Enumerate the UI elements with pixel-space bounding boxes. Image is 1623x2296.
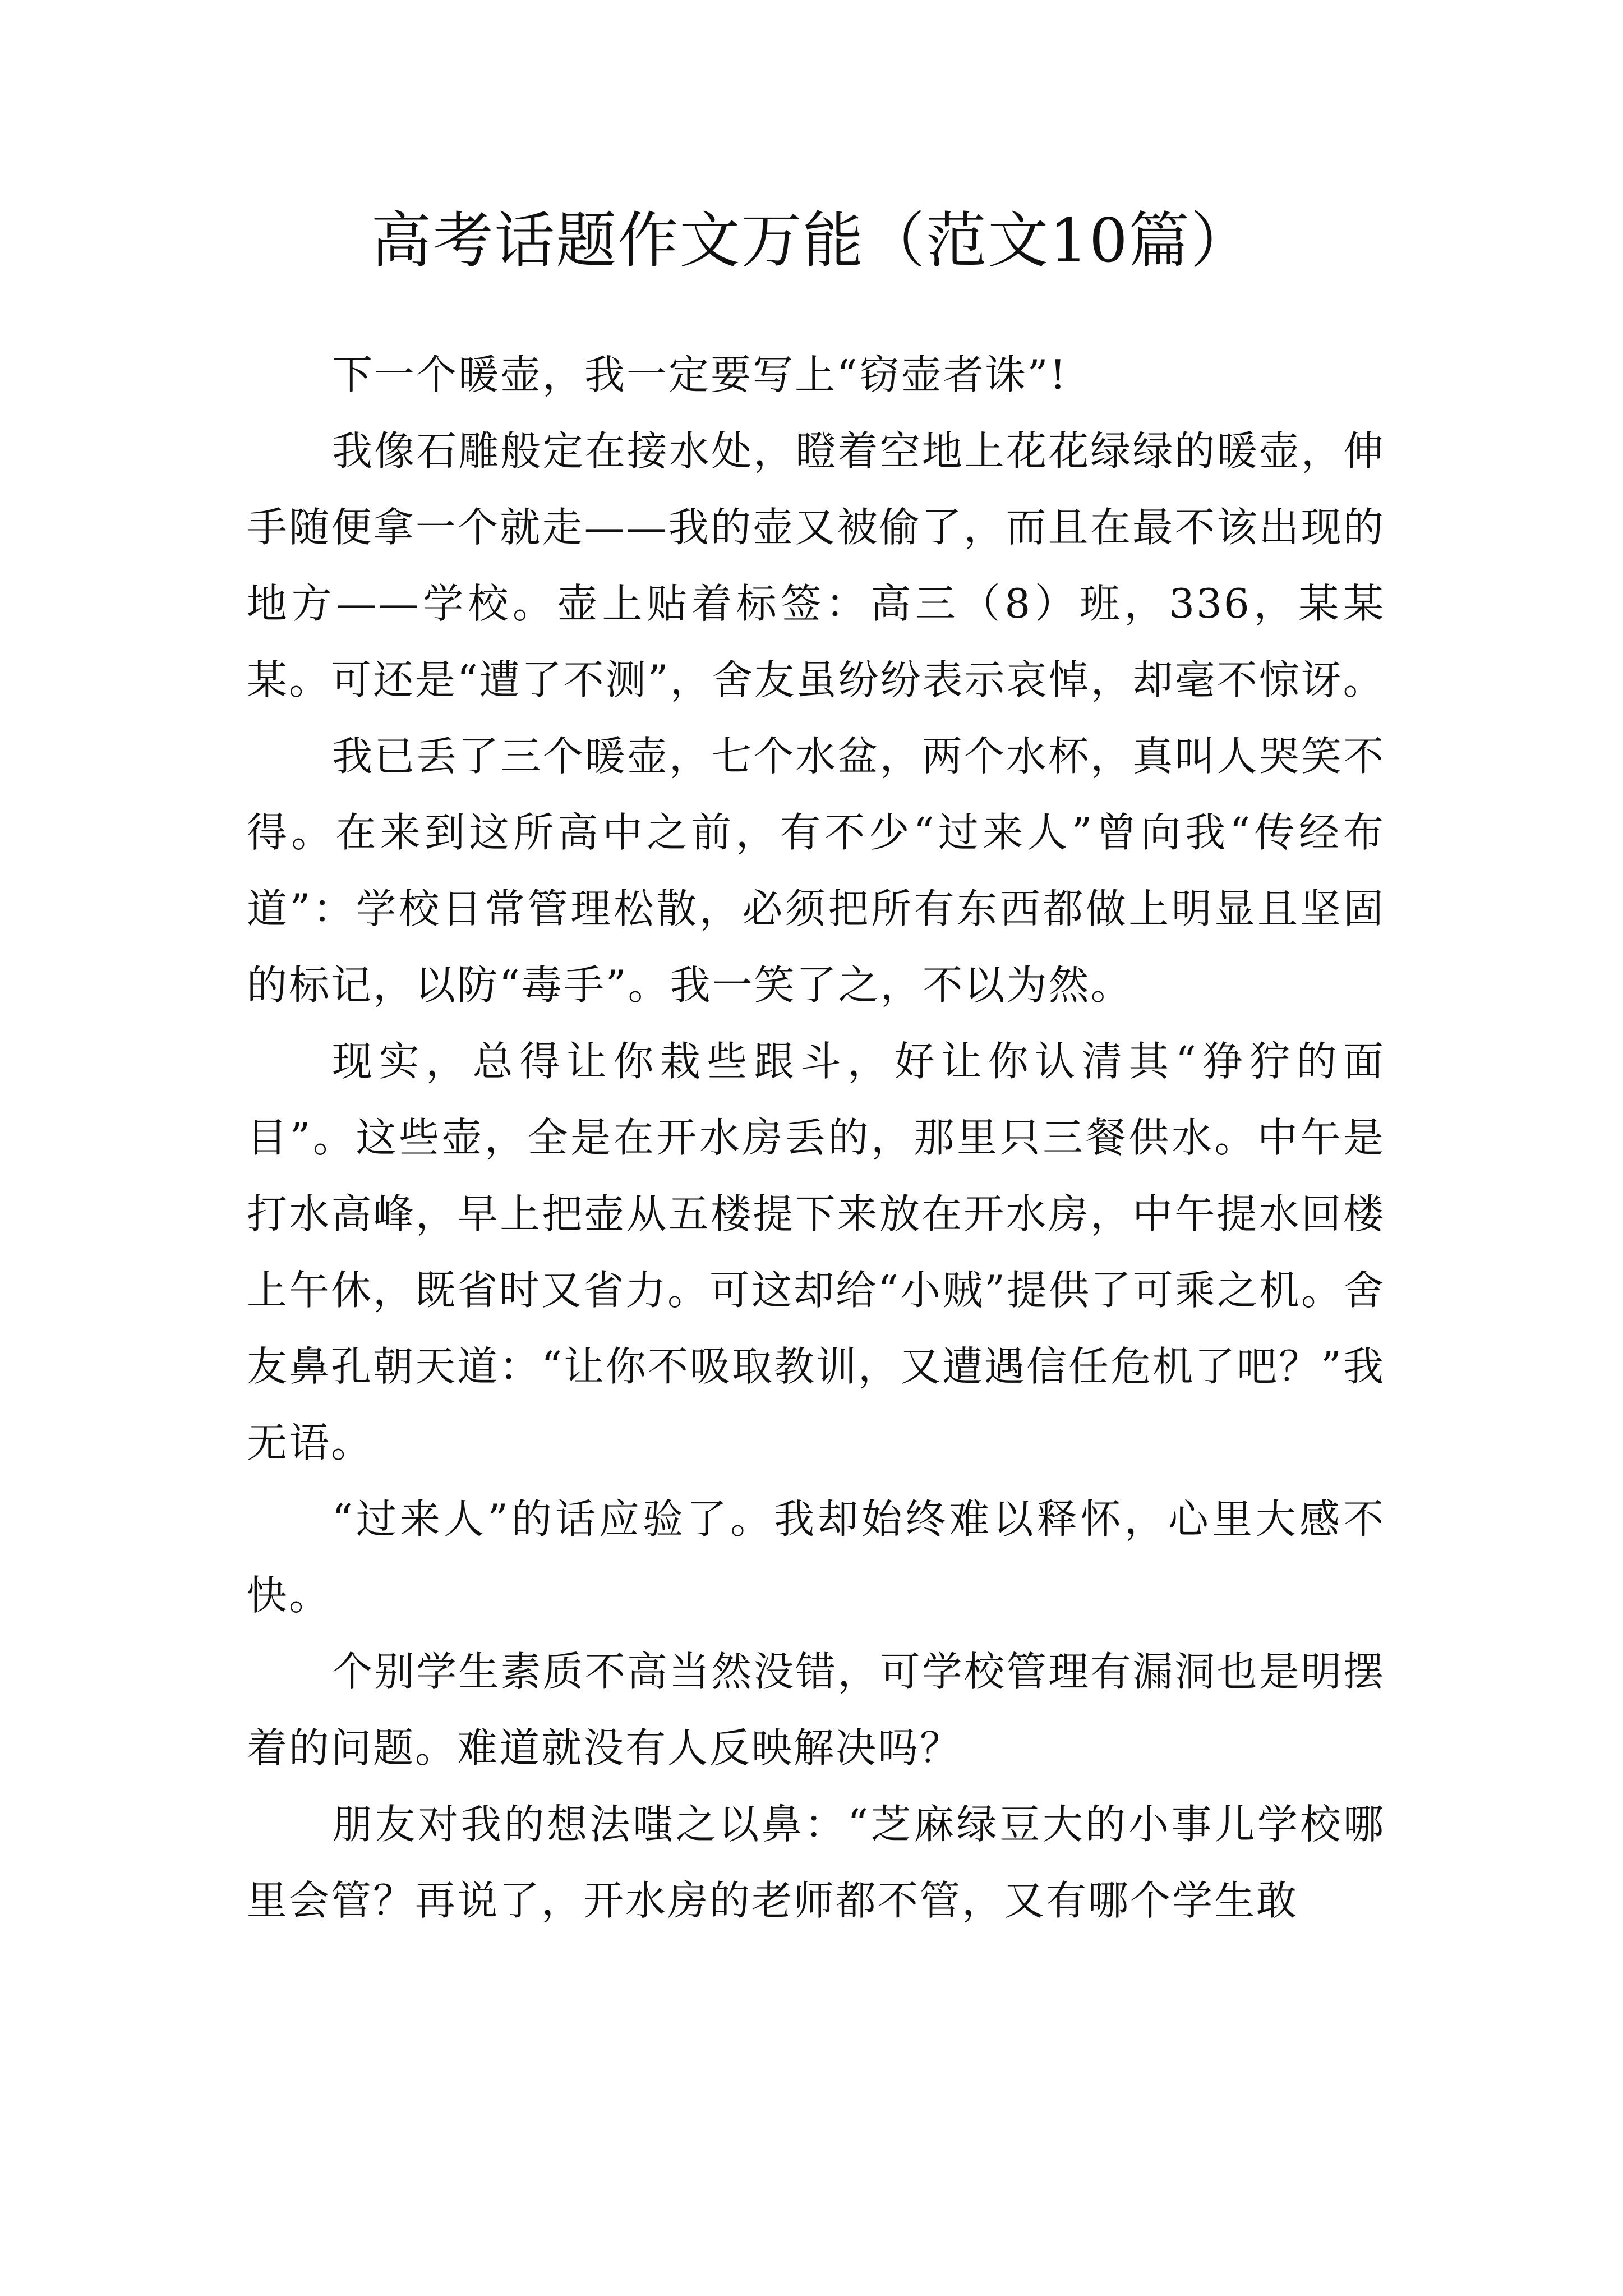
paragraph: 现实，总得让你栽些跟斗，好让你认清其“狰狞的面目”。这些壶，全是在开水房丢的，那里只三餐供水。中午是打水高峰，早上把壶从五楼提下来放在开水房，中午提水回楼上午休，既省时又省力。可这却给“小贼”提供了可乘之机。舍友鼻孔朝天道：“让你不吸取教训，又遭遇信任危机了吧？”我无语。 — [247, 1038, 1385, 1466]
paragraph: 下一个暖壶，我一定要写上“窃壶者诛”! — [332, 351, 1068, 398]
paragraph: 我已丢了三个暖壶，七个水盆，两个水杯，真叫人哭笑不得。在来到这所高中之前，有不少“过来人”曾向我“传经布道”：学校日常管理松散，必须把所有东西都做上明显且坚固的标记，以防“毒手”。我一笑了之，不以为然。 — [247, 733, 1385, 1009]
document-title: 高考话题作文万能（范文10篇） — [371, 206, 1252, 276]
document-body — [247, 337, 1385, 1939]
paragraph: 我像石雕般定在接水处，瞪着空地上花花绿绿的暖壶，伸手随便拿一个就走——我的壶又被偷了，而且在最不该出现的地方——学校。壶上贴着标签：高三（8）班，336，某某某。可还是“遭了不测”，舍友虽纷纷表示哀悼，却毫不惊讶。 — [247, 427, 1385, 703]
paragraph: 朋友对我的想法嗤之以鼻：“芝麻绿豆大的小事儿学校哪里会管？再说了，开水房的老师都不管，又有哪个学生敢 — [247, 1801, 1385, 1924]
paragraph: “过来人”的话应验了。我却始终难以释怀，心里大感不快。 — [247, 1496, 1385, 1619]
paragraph: 个别学生素质不高当然没错，可学校管理有漏洞也是明摆着的问题。难道就没有人反映解决吗？ — [247, 1648, 1385, 1772]
